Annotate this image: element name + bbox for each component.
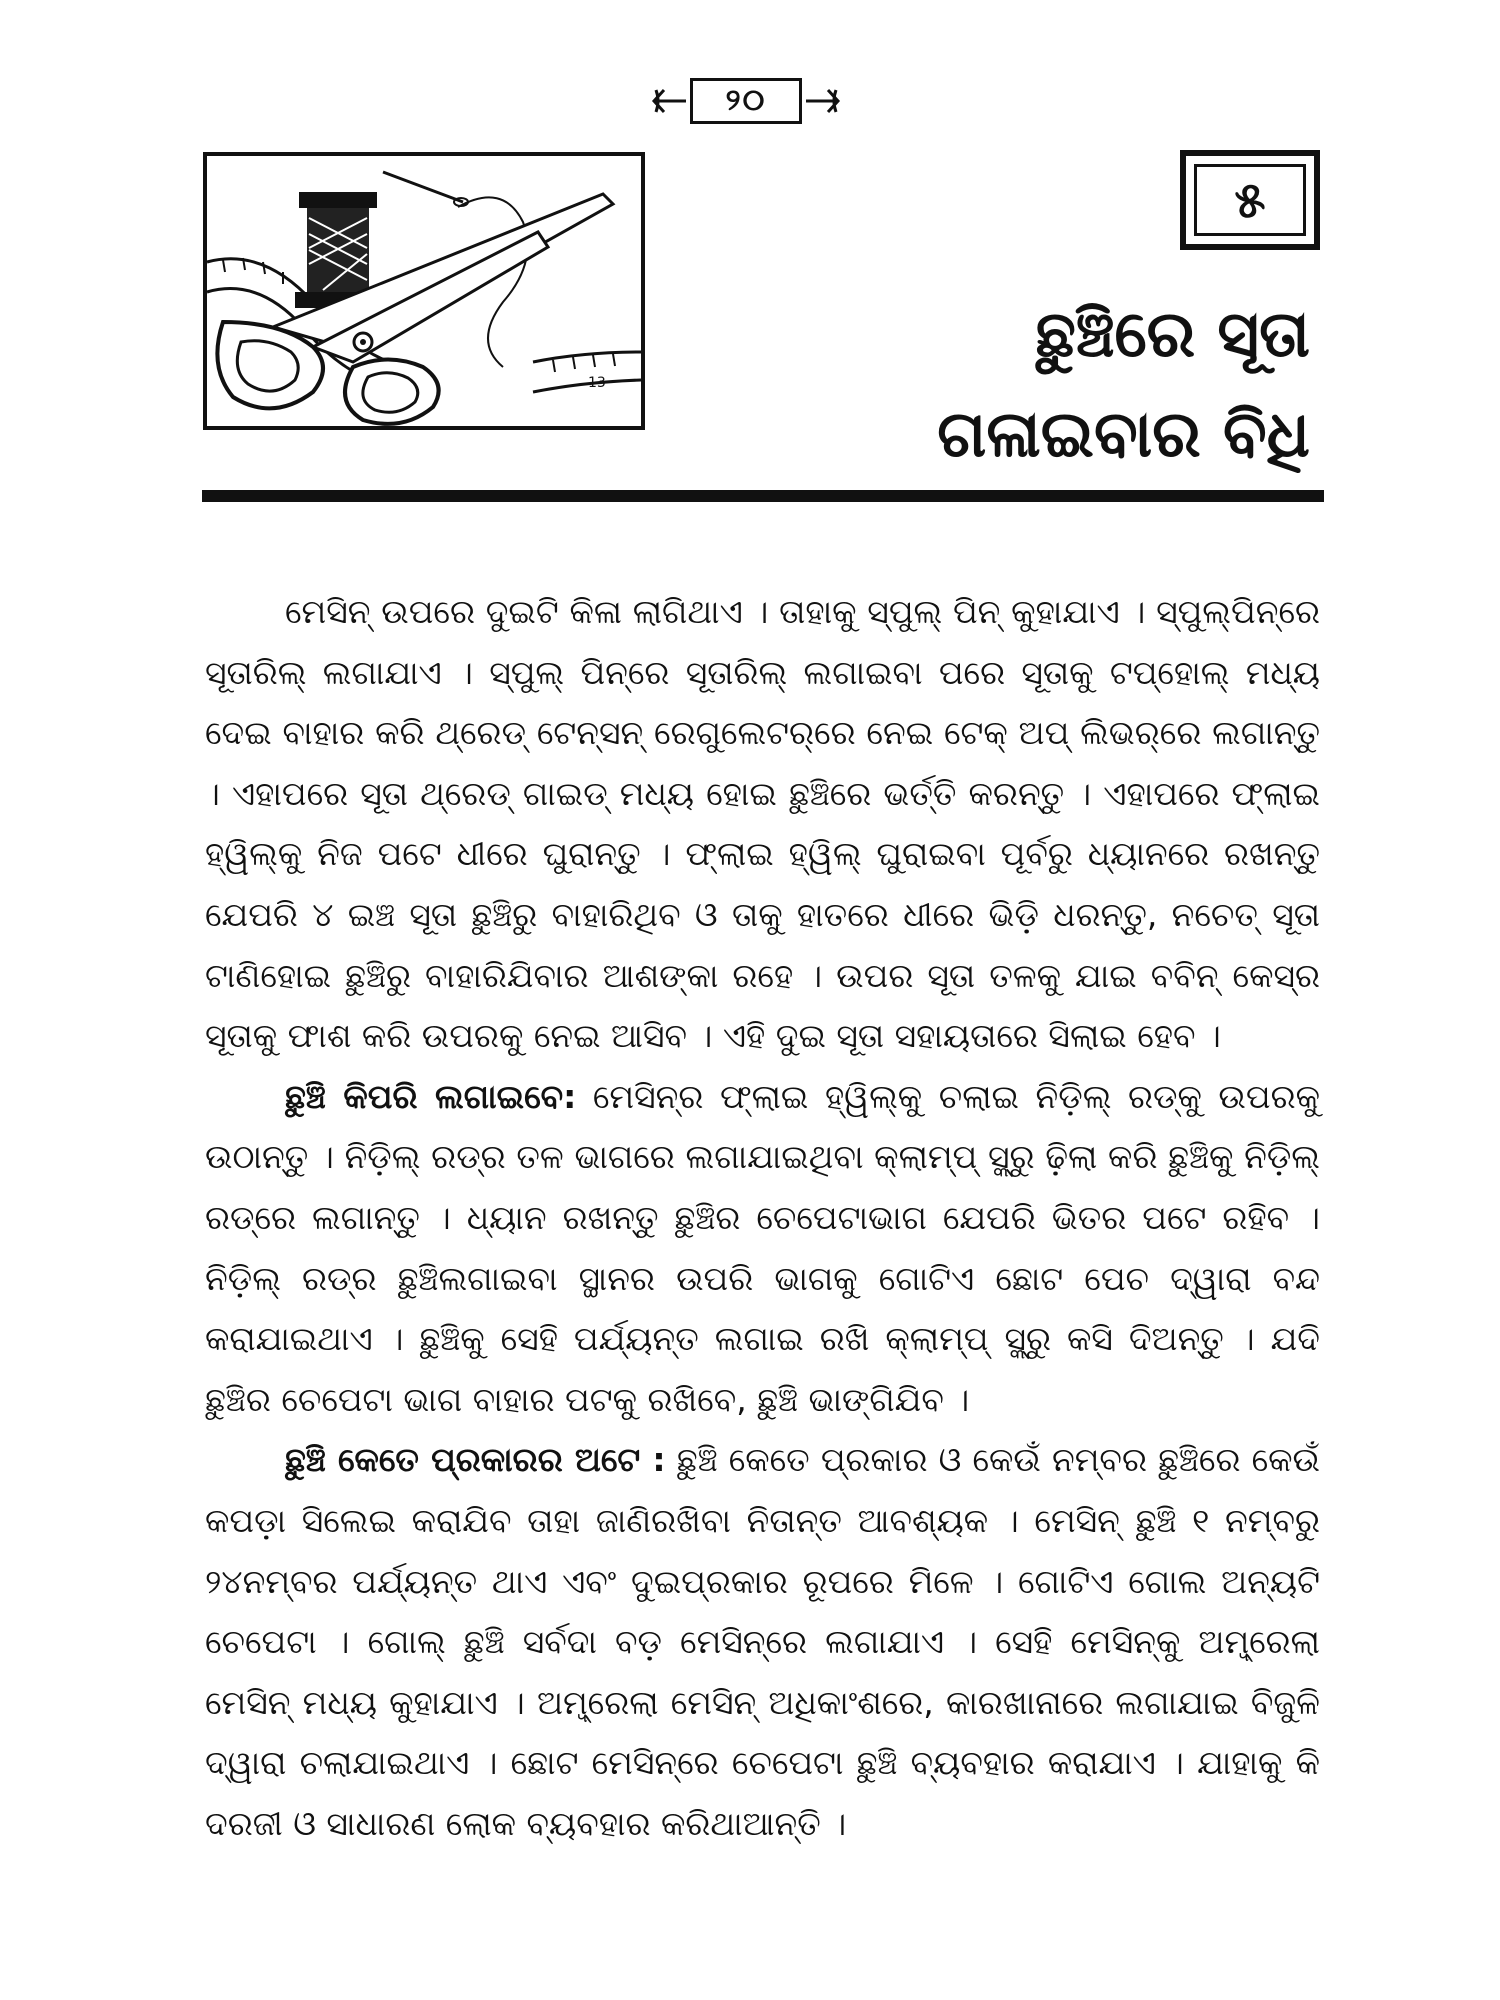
chapter-number: ୫ <box>1194 164 1306 236</box>
paragraph-needle-fitting <box>205 1067 1320 1431</box>
title-divider <box>202 490 1324 502</box>
body-text <box>205 582 1320 1854</box>
chapter-number-box <box>1180 150 1320 250</box>
paragraph-needle-types <box>205 1430 1320 1854</box>
paragraph-needle-fitting-text: ମେସିନ୍‌ର ଫ୍ଲାଇ ହ୍ୱିଲ୍‌କୁ ଚଲାଇ ନିଡ଼ିଲ୍ ରଡ୍‌କୁ ଉପରକୁ ଉଠାନ୍ତୁ । ନିଡ଼ିଲ୍ ରଡ୍‌ର ତଳ ଭାଗରେ ଲଗାଯାଇଥିବା କ୍ଲାମ୍ପ୍ ସ୍କ୍ରୁ ଢ଼ିଲା କରି ଛୁଞ୍ଚିକୁ ନିଡ଼ିଲ୍ ରଡ୍‌ରେ ଲଗାନ୍ତୁ । ଧ୍ୟାନ ରଖନ୍ତୁ ଛୁଞ୍ଚିର ଚେପେଟାଭାଗ ଯେପରି ଭିତର ପଟେ ରହିବ । ନିଡ଼ିଲ୍ ରଡ୍‌ର ଛୁଞ୍ଚିଲଗାଇବା ସ୍ଥାନର ଉପରି ଭାଗକୁ ଗୋଟିଏ ଛୋଟ ପେଚ ଦ୍ୱାରା ବନ୍ଦ କରାଯାଇଥାଏ । ଛୁଞ୍ଚିକୁ ସେହି ପର୍ଯ୍ୟନ୍ତ ଲଗାଇ ରଖି କ୍ଲାମ୍ପ୍ ସ୍କ୍ରୁ କସି ଦିଅନ୍ତୁ । ଯଦି ଛୁଞ୍ଚିର ଚେପେଟା ଭାଗ ବାହାର ପଟକୁ ରଖିବେ, ଛୁଞ୍ଚି ଭାଙ୍ଗିଯିବ । <box>205 1076 1321 1419</box>
paragraph-needle-types-text: ଛୁଞ୍ଚି କେତେ ପ୍ରକାର ଓ କେଉଁ ନମ୍ବର ଛୁଞ୍ଚିରେ କେଉଁ କପଡ଼ା ସିଲେଇ କରାଯିବ ତାହା ଜାଣିରଖିବା ନିତାନ୍ତ ଆବଶ୍ୟକ । ମେସିନ୍ ଛୁଞ୍ଚି ୧ ନମ୍ବରୁ ୨୪ନମ୍ବର ପର୍ଯ୍ୟନ୍ତ ଥାଏ ଏବଂ ଦୁଇପ୍ରକାର ରୂପରେ ମିଳେ । ଗୋଟିଏ ଗୋଲ ଅନ୍ୟଟି ଚେପେଟା । ଗୋଲ୍ ଛୁଞ୍ଚି ସର୍ବଦା ବଡ଼ ମେସିନ୍‌ରେ ଲଗାଯାଏ । ସେହି ମେସିନ୍‌କୁ ଅମ୍ବ୍ରେଲା ମେସିନ୍ ମଧ୍ୟ କୁହାଯାଏ । ଅମ୍ବ୍ରେଲା ମେସିନ୍ ଅଧିକାଂଶରେ, କାରଖାନାରେ ଲଗାଯାଇ ବିଜୁଳି ଦ୍ୱାରା ଚଲାଯାଇଥାଏ । ଛୋଟ ମେସିନ୍‌ରେ ଚେପେଟା ଛୁଞ୍ଚି ବ୍ୟବହାର କରାଯାଏ । ଯାହାକୁ କି ଦରଜୀ ଓ ସାଧାରଣ ଲୋକ ବ୍ୟବହାର କରିଥାଆନ୍ତି । <box>205 1440 1321 1843</box>
page-number: ୨୦ <box>690 78 802 124</box>
chapter-title-line-2: ଗଳାଇବାର ବିଧି <box>937 398 1310 472</box>
left-ornament-icon <box>650 84 688 118</box>
svg-text:13: 13 <box>588 375 606 391</box>
paragraph-heading-needle-types: ଛୁଞ୍ଚି କେତେ ପ୍ରକାରର ଅଟେ : <box>285 1440 666 1480</box>
page-number-header <box>650 78 850 128</box>
right-ornament-icon <box>804 84 842 118</box>
sewing-illustration <box>203 152 645 430</box>
chapter-title <box>710 285 1310 485</box>
chapter-title-line-1: ଛୁଞ୍ଚିରେ ସୂତା <box>1035 298 1310 372</box>
paragraph-threading: ମେସିନ୍ ଉପରେ ଦୁଇଟି କିଳା ଲାଗିଥାଏ । ତାହାକୁ ସ୍ପୁଲ୍ ପିନ୍ କୁହାଯାଏ । ସ୍ପୁଲ୍‌ପିନ୍‌ରେ ସୂତାରିଲ୍ ଲଗାଯାଏ । ସ୍ପୁଲ୍ ପିନ୍‌ରେ ସୂତାରିଲ୍ ଲଗାଇବା ପରେ ସୂତାକୁ ଟପ୍‌ହୋଲ୍ ମଧ୍ୟ ଦେଇ ବାହାର କରି ଥ୍ରେଡ୍ ଟେନ୍‌ସନ୍ ରେଗୁଲେଟର୍‌ରେ ନେଇ ଟେକ୍ ଅପ୍ ଲିଭର୍‌ରେ ଲଗାନ୍ତୁ । ଏହାପରେ ସୂତା ଥ୍ରେଡ୍ ଗାଇଡ୍ ମଧ୍ୟ ହୋଇ ଛୁଞ୍ଚିରେ ଭର୍ତ୍ତି କରନ୍ତୁ । ଏହାପରେ ଫ୍ଲାଇ ହ୍ୱିଲ୍‌କୁ ନିଜ ପଟେ ଧୀରେ ଘୁରାନ୍ତୁ । ଫ୍ଲାଇ ହ୍ୱିଲ୍ ଘୁରାଇବା ପୂର୍ବରୁ ଧ୍ୟାନରେ ରଖନ୍ତୁ ଯେପରି ୪ ଇଞ୍ଚ ସୂତା ଛୁଞ୍ଚିରୁ ବାହାରିଥିବ ଓ ତାକୁ ହାତରେ ଧୀରେ ଭିଡ଼ି ଧରନ୍ତୁ, ନଚେତ୍ ସୂତା ଟାଣିହୋଇ ଛୁଞ୍ଚିରୁ ବାହାରିଯିବାର ଆଶଙ୍କା ରହେ । ଉପର ସୂତା ତଳକୁ ଯାଇ ବବିନ୍ କେସ୍‌ର ସୂତାକୁ ଫାଶ କରି ଉପରକୁ ନେଇ ଆସିବ । ଏହି ଦୁଇ ସୂତା ସହାୟତାରେ ସିଲାଇ ହେବ । <box>205 592 1320 1056</box>
paragraph-heading-needle-fitting: ଛୁଞ୍ଚି କିପରି ଲଗାଇବେ: <box>285 1076 577 1116</box>
